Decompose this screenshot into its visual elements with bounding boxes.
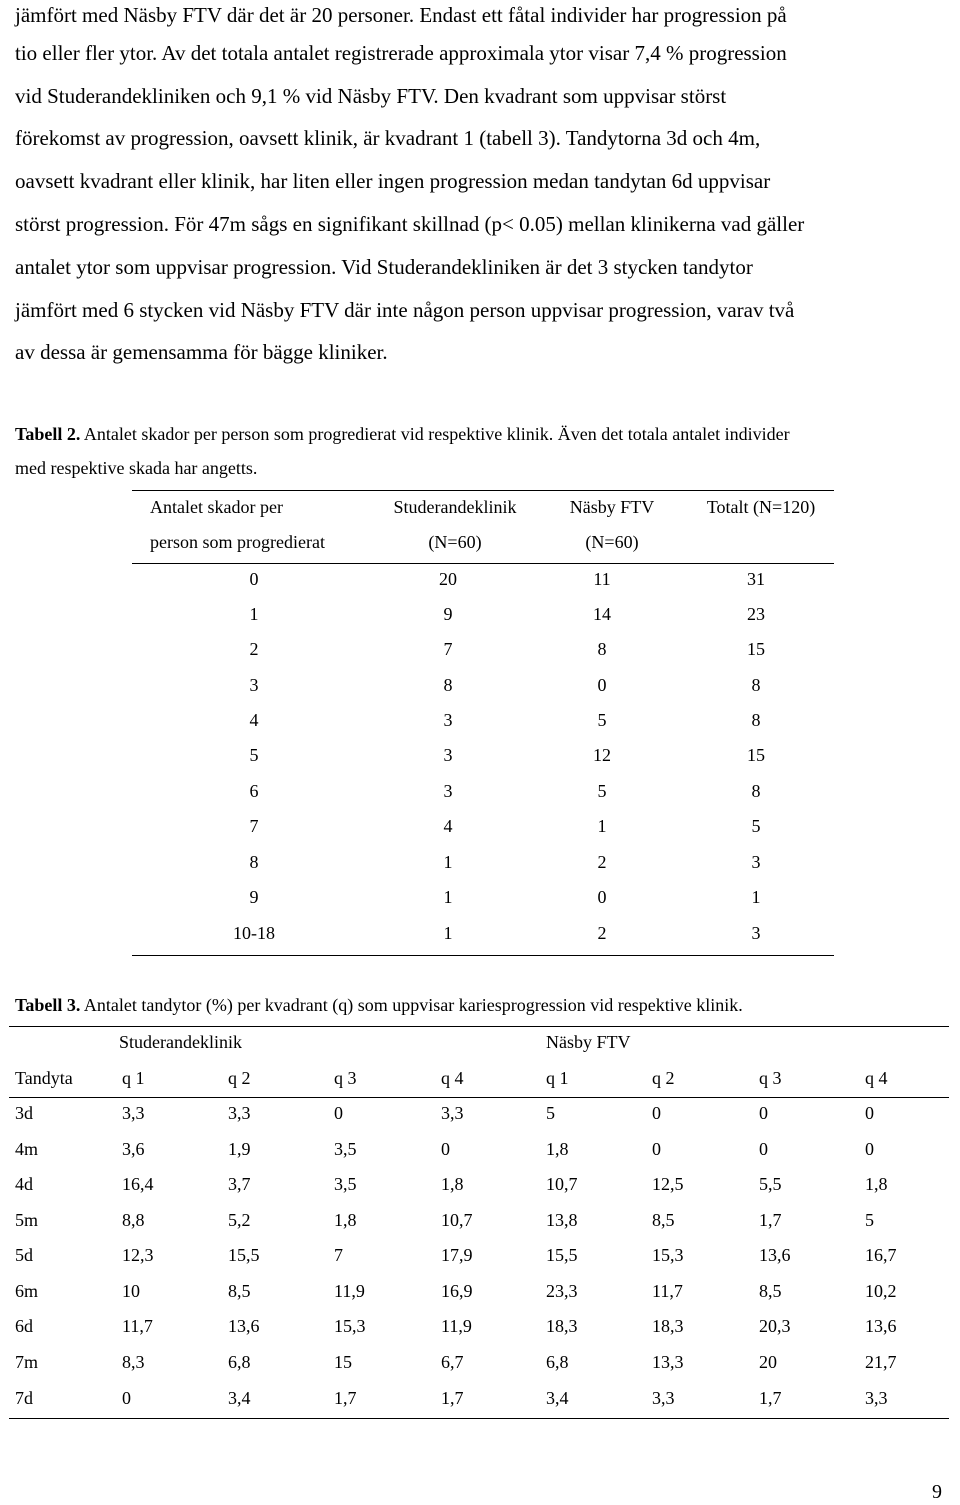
table2-header-col1-line2: person som progredierat <box>150 532 325 552</box>
table2-cell: 3 <box>443 781 453 801</box>
table3-cell: 8,5 <box>759 1281 782 1301</box>
table3-col-header: q 4 <box>865 1068 888 1088</box>
table3-cell: 1,7 <box>759 1388 782 1408</box>
table3-cell: 1,8 <box>334 1210 357 1230</box>
table3-cell: 0 <box>122 1388 131 1408</box>
table2-caption <box>15 422 790 446</box>
table3-cell: 15,3 <box>334 1316 366 1336</box>
table3-cell: 3,4 <box>546 1388 569 1408</box>
table2-cell: 5 <box>597 781 607 801</box>
table3-cell: 12,3 <box>122 1245 154 1265</box>
table3-cell: 3,3 <box>652 1388 675 1408</box>
table2-caption-line2: med respektive skada har angetts. <box>15 458 258 478</box>
table3-cell: 5 <box>865 1210 874 1230</box>
table3-cell: 5d <box>15 1245 33 1265</box>
table3-cell: 13,6 <box>228 1316 260 1336</box>
table3-cell: 3,3 <box>441 1103 464 1123</box>
table2-header-col2-line2: (N=60) <box>428 532 482 552</box>
table2-cell: 2 <box>249 639 259 659</box>
table3-cell: 0 <box>334 1103 343 1123</box>
table2-cell: 7 <box>443 639 453 659</box>
table2-cell: 8 <box>751 710 761 730</box>
table2-cell: 5 <box>249 745 259 765</box>
table3-label: Tabell 3. <box>15 995 81 1015</box>
table3-cell: 5,5 <box>759 1174 782 1194</box>
table2-cell: 23 <box>747 604 765 624</box>
table2-cell: 8 <box>249 852 259 872</box>
table3-cell: 7 <box>334 1245 343 1265</box>
table3-cell: 3,3 <box>865 1388 888 1408</box>
table3-cell: 20 <box>759 1352 777 1372</box>
table3-cell: 20,3 <box>759 1316 791 1336</box>
table3-cell: 1,8 <box>546 1139 569 1159</box>
table2-header-col2-line1: Studerandeklinik <box>393 497 517 517</box>
paragraph-line: tio eller fler ytor. Av det totala antalet registrerade approximala ytor visar 7,4 % progression <box>15 41 787 65</box>
table2-cell: 3 <box>751 852 761 872</box>
table3-col-header: Tandyta <box>15 1068 73 1088</box>
table3-col-header: q 1 <box>122 1068 145 1088</box>
paragraph-line: förekomst av progression, oavsett klinik, är kvadrant 1 (tabell 3). Tandytorna 3d och 4m, <box>15 126 761 150</box>
table3-cell: 1,8 <box>865 1174 888 1194</box>
table3-cell: 12,5 <box>652 1174 684 1194</box>
table2-cell: 3 <box>443 710 453 730</box>
table3-cell: 6,8 <box>546 1352 569 1372</box>
table3-cell: 1,8 <box>441 1174 464 1194</box>
table2-cell: 5 <box>751 816 761 836</box>
table2-cell: 2 <box>597 923 607 943</box>
paragraph-line: jämfört med 6 stycken vid Näsby FTV där inte någon person uppvisar progression, varav två <box>15 298 795 322</box>
table3-cell: 3,3 <box>122 1103 145 1123</box>
table3-cell: 15,3 <box>652 1245 684 1265</box>
table3-cell: 6,7 <box>441 1352 464 1372</box>
table2-cell: 1 <box>443 887 453 907</box>
table3-cell: 11,7 <box>122 1316 153 1336</box>
table3-cell: 0 <box>865 1103 874 1123</box>
table2-cell: 6 <box>249 781 259 801</box>
table2-top-rule <box>132 490 834 491</box>
table3-header-rule <box>9 1097 949 1098</box>
table3-col-header: q 1 <box>546 1068 569 1088</box>
paragraph-line: antalet ytor som uppvisar progression. Vid Studerandekliniken är det 3 stycken tandytor <box>15 255 753 279</box>
table3-cell: 16,9 <box>441 1281 473 1301</box>
table2-cell: 1 <box>249 604 259 624</box>
table3-cell: 21,7 <box>865 1352 897 1372</box>
table3-cell: 18,3 <box>546 1316 578 1336</box>
table2-cell: 1 <box>751 887 761 907</box>
table3-cell: 13,8 <box>546 1210 578 1230</box>
table3-cell: 1,7 <box>441 1388 464 1408</box>
table3-cell: 6d <box>15 1316 33 1336</box>
table2-cell: 7 <box>249 816 259 836</box>
table3-cell: 18,3 <box>652 1316 684 1336</box>
table3-cell: 10 <box>122 1281 140 1301</box>
table3-caption <box>15 993 743 1017</box>
table3-top-rule <box>9 1026 949 1027</box>
table2-cell: 3 <box>443 745 453 765</box>
table2-cell: 10-18 <box>233 923 275 943</box>
table3-cell: 3,5 <box>334 1174 357 1194</box>
paragraph-line: oavsett kvadrant eller klinik, har liten eller ingen progression medan tandytan 6d uppvisar <box>15 169 771 193</box>
table2-cell: 11 <box>593 569 611 589</box>
paragraph-line: jämfört med Näsby FTV där det är 20 personer. Endast ett fåtal individer har progression på <box>15 3 787 27</box>
table2-cell: 1 <box>443 923 453 943</box>
table3-cell: 5 <box>546 1103 555 1123</box>
table3-cell: 15 <box>334 1352 352 1372</box>
table2-cell: 0 <box>597 887 607 907</box>
table3-cell: 3,7 <box>228 1174 251 1194</box>
table3-cell: 6m <box>15 1281 39 1301</box>
table2-cell: 1 <box>597 816 607 836</box>
table3-cell: 11,9 <box>334 1281 365 1301</box>
table3-cell: 3,4 <box>228 1388 251 1408</box>
table3-cell: 10,7 <box>546 1174 578 1194</box>
table3-col-header: q 3 <box>334 1068 357 1088</box>
table2-cell: 20 <box>439 569 457 589</box>
table3-cell: 1,7 <box>334 1388 357 1408</box>
table3-cell: 1,9 <box>228 1139 251 1159</box>
table3-cell: 16,7 <box>865 1245 897 1265</box>
table3-cell: 13,6 <box>759 1245 791 1265</box>
table3-cell: 8,5 <box>228 1281 251 1301</box>
table3-cell: 10,2 <box>865 1281 897 1301</box>
table3-cell: 3d <box>15 1103 33 1123</box>
table3-cell: 16,4 <box>122 1174 154 1194</box>
paragraph-line: av dessa är gemensamma för bägge kliniker. <box>15 340 388 364</box>
table3-cell: 7m <box>15 1352 39 1372</box>
table2-cell: 2 <box>597 852 607 872</box>
table3-cell: 15,5 <box>228 1245 260 1265</box>
table2-cell: 8 <box>751 675 761 695</box>
table2-cell: 0 <box>597 675 607 695</box>
table2-cell: 15 <box>747 745 765 765</box>
table2-cell: 31 <box>747 569 765 589</box>
table3-group-header-studerandeklinik: Studerandeklinik <box>119 1032 242 1052</box>
table2-cell: 14 <box>593 604 611 624</box>
table2-cell: 12 <box>593 745 611 765</box>
table2-header-rule <box>132 563 834 564</box>
table3-cell: 0 <box>759 1139 768 1159</box>
table3-caption-text: Antalet tandytor (%) per kvadrant (q) som uppvisar kariesprogression vid respektive klinik. <box>83 995 743 1015</box>
table3-col-header: q 2 <box>228 1068 251 1088</box>
table3-cell: 3,3 <box>228 1103 251 1123</box>
table3-cell: 0 <box>865 1139 874 1159</box>
table3-cell: 11,9 <box>441 1316 472 1336</box>
table2-cell: 1 <box>443 852 453 872</box>
table3-cell: 7d <box>15 1388 33 1408</box>
table2-bottom-rule <box>132 955 834 956</box>
table2-cell: 4 <box>249 710 259 730</box>
table3-cell: 4m <box>15 1139 39 1159</box>
table2-header-col1-line1: Antalet skador per <box>150 497 283 517</box>
table3-cell: 8,5 <box>652 1210 675 1230</box>
table2-header-col3-line2: (N=60) <box>585 532 639 552</box>
table3-cell: 8,3 <box>122 1352 145 1372</box>
table2-cell: 9 <box>249 887 259 907</box>
table3-cell: 5m <box>15 1210 39 1230</box>
table3-cell: 0 <box>441 1139 450 1159</box>
table3-cell: 8,8 <box>122 1210 145 1230</box>
table3-bottom-rule <box>9 1418 949 1419</box>
table3-cell: 0 <box>652 1103 661 1123</box>
table3-cell: 3,6 <box>122 1139 145 1159</box>
table3-cell: 17,9 <box>441 1245 473 1265</box>
table3-col-header: q 3 <box>759 1068 782 1088</box>
table3-cell: 0 <box>759 1103 768 1123</box>
table2-cell: 3 <box>249 675 259 695</box>
table3-cell: 13,3 <box>652 1352 684 1372</box>
paragraph-line: vid Studerandekliniken och 9,1 % vid Näsby FTV. Den kvadrant som uppvisar störst <box>15 84 727 108</box>
table2-cell: 15 <box>747 639 765 659</box>
table3-cell: 1,7 <box>759 1210 782 1230</box>
page-number: 9 <box>932 1481 942 1503</box>
table2-label: Tabell 2. <box>15 424 81 444</box>
table2-cell: 0 <box>249 569 259 589</box>
table2-cell: 4 <box>443 816 453 836</box>
table3-cell: 0 <box>652 1139 661 1159</box>
table3-cell: 4d <box>15 1174 33 1194</box>
table3-cell: 6,8 <box>228 1352 251 1372</box>
table2-cell: 8 <box>443 675 453 695</box>
table3-cell: 11,7 <box>652 1281 683 1301</box>
table3-cell: 15,5 <box>546 1245 578 1265</box>
table2-cell: 8 <box>597 639 607 659</box>
table2-header-col3-line1: Näsby FTV <box>569 497 655 517</box>
table3-col-header: q 4 <box>441 1068 464 1088</box>
table3-cell: 10,7 <box>441 1210 473 1230</box>
table3-col-header: q 2 <box>652 1068 675 1088</box>
table3-cell: 3,5 <box>334 1139 357 1159</box>
table2-cell: 8 <box>751 781 761 801</box>
table2-caption-text: Antalet skador per person som progredierat vid respektive klinik. Även det totala antalet individer <box>83 424 790 444</box>
table2-cell: 9 <box>443 604 453 624</box>
table3-cell: 23,3 <box>546 1281 578 1301</box>
table3-cell: 13,6 <box>865 1316 897 1336</box>
paragraph-line: störst progression. För 47m sågs en signifikant skillnad (p< 0.05) mellan klinikerna vad gäller <box>15 212 805 236</box>
table2-cell: 3 <box>751 923 761 943</box>
table3-cell: 5,2 <box>228 1210 251 1230</box>
table2-header-col4: Totalt (N=120) <box>706 497 816 517</box>
table2-cell: 5 <box>597 710 607 730</box>
table3-group-header-nasby: Näsby FTV <box>546 1032 631 1052</box>
